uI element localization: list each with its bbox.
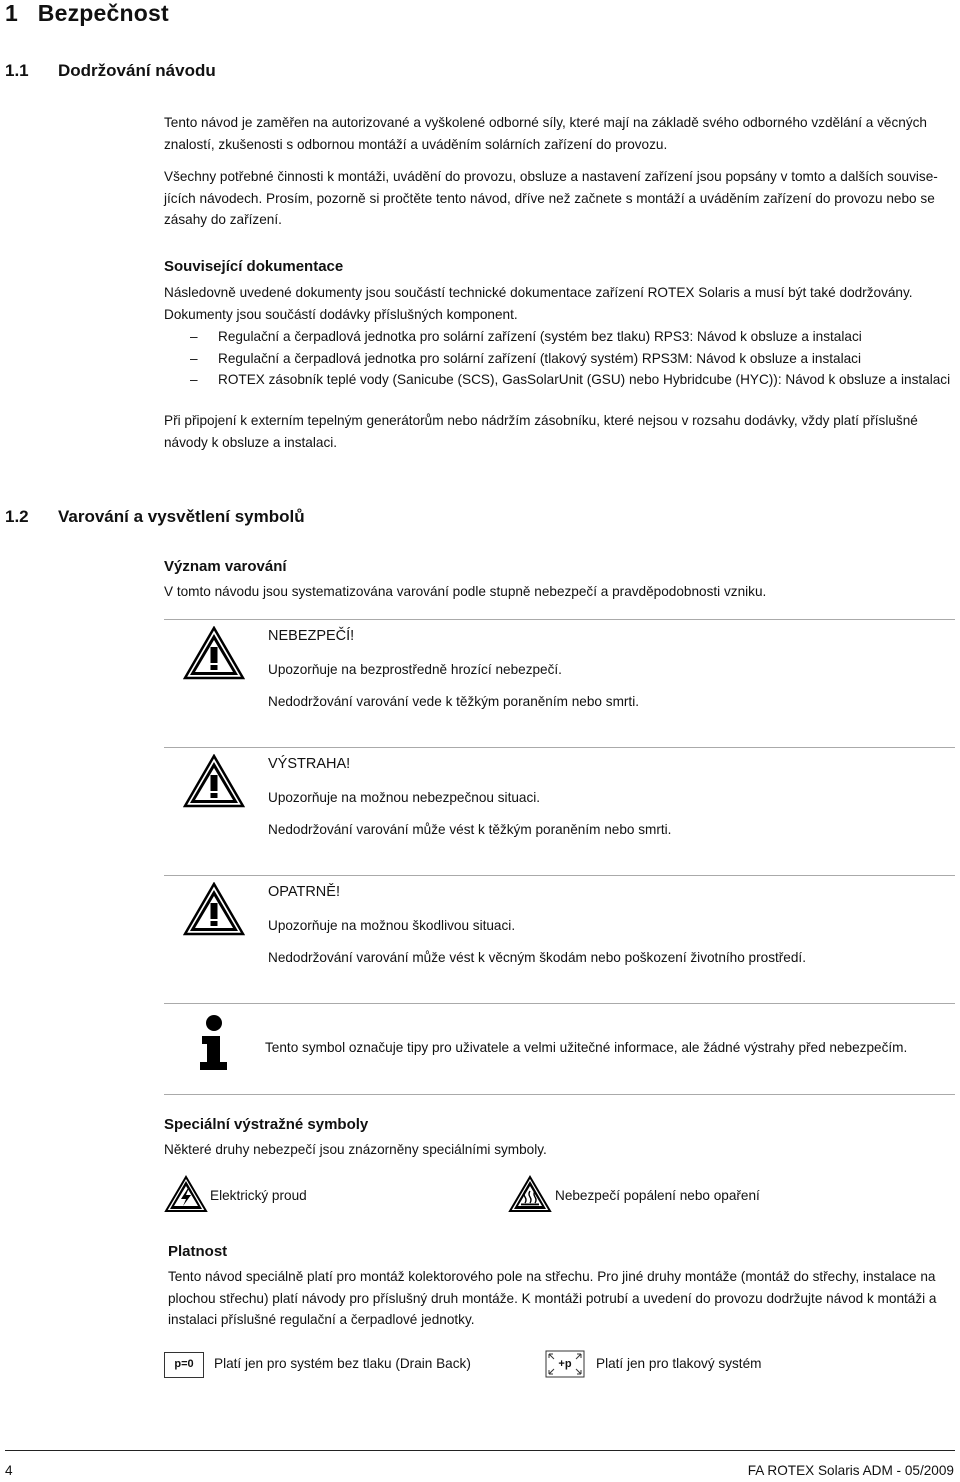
list-dash: – <box>190 329 198 344</box>
chapter-title: Bezpečnost <box>37 0 169 26</box>
warning-triangle-icon <box>183 882 245 936</box>
section-number: 1.1 <box>5 61 29 80</box>
electric-shock-label: Elektrický proud <box>210 1188 307 1203</box>
pressure-label: Platí jen pro tlakový systém <box>596 1356 762 1371</box>
meaning-heading: Význam varování <box>164 558 287 575</box>
text-line: Tento návod je zaměřen na autorizované a vyškolené odborné síly, které mají na základě svého odborného vzdělání a věcných <box>164 115 927 130</box>
page-number: 4 <box>5 1463 13 1478</box>
related-docs-list <box>190 326 950 391</box>
list-item <box>190 326 950 348</box>
list-item-text: Regulační a čerpadlová jednotka pro solární zařízení (tlakový systém) RPS3M: Návod k obsluze a instalaci <box>218 350 861 366</box>
text-line: Dokumenty jsou součástí dodávky příslušných komponent. <box>164 306 518 322</box>
related-docs-heading: Související dokumentace <box>164 258 344 275</box>
paragraph-external <box>164 410 918 453</box>
no-pressure-label: Platí jen pro systém bez tlaku (Drain Back) <box>214 1356 471 1371</box>
section-heading-1-1 <box>5 61 216 81</box>
paragraph-intro <box>164 112 927 155</box>
text-line: plochou střechu) platí návody pro příslušný druh montáže. K montáži potrubí a uvedení do provozu dodržujte návod k montáži a <box>168 1290 937 1306</box>
related-docs-text <box>164 282 913 325</box>
hot-surface-icon <box>508 1175 552 1213</box>
text-line: návody k obsluze a instalaci. <box>164 434 338 450</box>
divider <box>164 1003 955 1004</box>
warning-line: Upozorňuje na možnou škodlivou situaci. <box>268 918 516 933</box>
warning-line: Nedodržování varování může vést k těžkým poraněním nebo smrti. <box>268 822 672 837</box>
divider <box>164 747 955 748</box>
list-item-text: ROTEX zásobník teplé vody (Sanicube (SCS), GasSolarUnit (GSU) nebo Hybridcube (HYC)): Návod k obsluze a instalaci <box>218 372 951 387</box>
warning-line: Nedodržování varování může vést k věcným škodám nebo poškození životního prostředí. <box>268 950 806 965</box>
list-item <box>190 348 950 370</box>
info-icon <box>196 1014 232 1072</box>
list-item-text: Regulační a čerpadlová jednotka pro solární zařízení (systém bez tlaku) RPS3: Návod k obsluze a instalaci <box>218 329 862 344</box>
warning-triangle-icon <box>183 754 245 808</box>
warning-line: Upozorňuje na možnou nebezpečnou situaci. <box>268 790 541 805</box>
warning-title-warning: VÝSTRAHA! <box>268 756 351 772</box>
document-id: FA ROTEX Solaris ADM - 05/2009 <box>747 1463 954 1478</box>
special-symbols-heading: Speciální výstražné symboly <box>164 1116 369 1133</box>
section-number: 1.2 <box>5 507 29 526</box>
chapter-number: 1 <box>5 0 18 26</box>
pressure-badge-text: +p <box>558 1358 572 1370</box>
warning-title-danger: NEBEZPEČÍ! <box>268 628 355 644</box>
section-heading-1-2 <box>5 507 305 527</box>
hot-surface-label: Nebezpečí popálení nebo opaření <box>555 1188 760 1203</box>
warning-title-caution: OPATRNĚ! <box>268 884 340 900</box>
warning-line: Upozorňuje na bezprostředně hrozící nebezpečí. <box>268 662 562 677</box>
meaning-text: V tomto návodu jsou systematizována varování podle stupně nebezpečí a pravděpodobnosti vzniku. <box>164 584 767 599</box>
text-line: instalaci příslušné regulační a čerpadlové jednotky. <box>168 1312 475 1327</box>
divider <box>164 1094 955 1095</box>
footer-divider <box>5 1450 955 1451</box>
pressure-badge <box>545 1350 585 1378</box>
divider <box>164 619 955 620</box>
text-line: Při připojení k externím tepelným generátorům nebo nádržím zásobníku, které nejsou v rozsahu dodávky, vždy platí příslušné <box>164 413 918 428</box>
divider <box>164 875 955 876</box>
list-item <box>190 369 950 391</box>
paragraph-activities <box>164 166 938 231</box>
list-dash: – <box>190 372 198 387</box>
chapter-heading <box>5 0 169 27</box>
info-text: Tento symbol označuje tipy pro uživatele a velmi užitečné informace, ale žádné výstrahy před nebezpečím. <box>265 1040 908 1055</box>
text-line: jících návodech. Prosím, pozorně si pročtěte tento návod, dříve než začnete s montáží a uváděním zařízení do provozu nebo se <box>164 190 935 206</box>
text-line: zásahy do zařízení. <box>164 212 282 227</box>
validity-text <box>168 1266 937 1331</box>
list-dash: – <box>190 350 198 366</box>
electric-shock-icon <box>164 1175 208 1213</box>
text-line: Následovně uvedené dokumenty jsou součástí technické dokumentace zařízení ROTEX Solaris a musí být také dodržovány. <box>164 285 913 300</box>
special-symbols-text: Některé druhy nebezpečí jsou znázorněny speciálními symboly. <box>164 1142 547 1157</box>
text-line: Tento návod speciálně platí pro montáž kolektorového pole na střechu. Pro jiné druhy montáže (montáž do střechy, instalace na <box>168 1269 936 1284</box>
text-line: Všechny potřebné činnosti k montáži, uvádění do provozu, obsluze a nastavení zařízení jsou popsány v tomto a dalších souvise- <box>164 169 938 184</box>
text-line: znalostí, zkušenosti s odbornou montáží a uváděním solárních zařízení do provozu. <box>164 136 668 152</box>
section-title: Varování a vysvětlení symbolů <box>58 507 305 526</box>
validity-heading: Platnost <box>168 1243 228 1260</box>
warning-triangle-icon <box>183 626 245 680</box>
warning-line: Nedodržování varování vede k těžkým poraněním nebo smrti. <box>268 694 639 709</box>
section-title: Dodržování návodu <box>58 61 216 80</box>
no-pressure-badge: p=0 <box>164 1352 204 1378</box>
